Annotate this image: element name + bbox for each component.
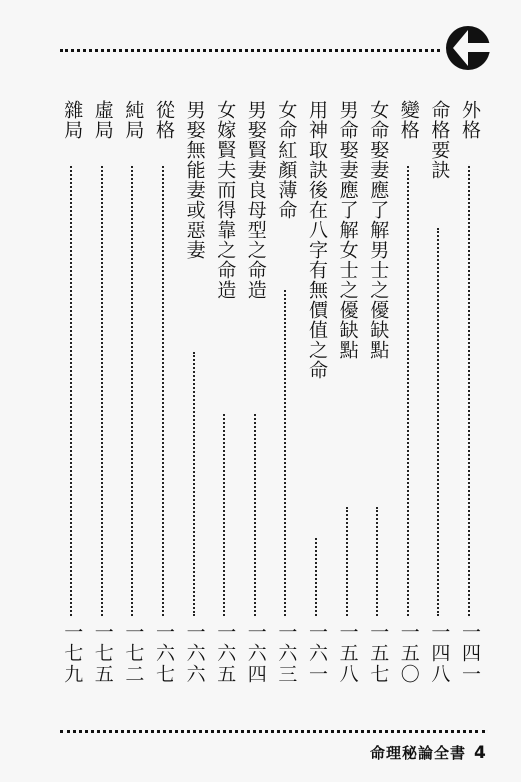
toc-entry xyxy=(455,100,485,700)
toc-entry-page: 一六一 xyxy=(306,622,328,685)
toc-dot-leader xyxy=(376,507,378,616)
toc-entry-title: 雜局 xyxy=(61,100,84,140)
toc-entry-page: 一七五 xyxy=(91,622,114,685)
toc-entry xyxy=(394,100,424,700)
table-of-contents xyxy=(55,100,485,700)
toc-entry-title: 男命娶妻應了解女士之優缺點 xyxy=(336,100,359,360)
toc-dot-leader xyxy=(193,352,195,616)
toc-entry-title: 男娶賢妻良母型之命造 xyxy=(244,100,267,300)
toc-entry-title: 女嫁賢夫而得靠之命造 xyxy=(214,100,237,300)
toc-dot-leader xyxy=(101,166,103,616)
toc-entry-page: 一七九 xyxy=(61,622,84,685)
toc-dot-leader xyxy=(346,507,348,616)
toc-dot-leader xyxy=(131,166,133,616)
toc-entry-title: 從格 xyxy=(153,100,175,140)
book-title: 命理秘論全書 xyxy=(370,744,467,762)
toc-dot-leader xyxy=(162,166,164,616)
toc-entry-page: 一六五 xyxy=(214,622,237,685)
publisher-logo-icon xyxy=(444,24,492,72)
toc-entry xyxy=(149,100,179,700)
toc-entry-title: 命格要訣 xyxy=(428,100,451,180)
toc-entry-title: 女命娶妻應了解男士之優缺點 xyxy=(367,100,390,360)
toc-entry xyxy=(363,100,393,700)
toc-entry-page: 一六七 xyxy=(153,622,175,685)
toc-entry-page: 一四一 xyxy=(459,622,481,685)
toc-entry xyxy=(210,100,240,700)
toc-entry xyxy=(118,100,148,700)
toc-entry xyxy=(302,100,332,700)
page-number: 4 xyxy=(474,743,487,763)
toc-entry xyxy=(333,100,363,700)
toc-dot-leader xyxy=(284,290,286,616)
toc-dot-leader xyxy=(70,166,72,616)
toc-dot-leader xyxy=(437,228,439,616)
toc-dot-leader xyxy=(223,414,225,616)
toc-dot-leader xyxy=(315,538,317,616)
top-dotted-rule xyxy=(60,49,440,52)
toc-entry-title: 外格 xyxy=(459,100,481,140)
toc-entry-page: 一六四 xyxy=(244,622,267,685)
toc-entry-title: 純局 xyxy=(122,100,145,140)
toc-dot-leader xyxy=(407,166,409,616)
toc-entry-title: 變格 xyxy=(397,100,420,140)
toc-entry xyxy=(241,100,271,700)
toc-entry-title: 男娶無能妻或惡妻 xyxy=(183,100,206,260)
toc-entry-page: 一四八 xyxy=(428,622,451,685)
toc-entry-page: 一五〇 xyxy=(397,622,420,685)
page-footer xyxy=(370,742,487,763)
toc-entry xyxy=(88,100,118,700)
toc-entry xyxy=(424,100,454,700)
toc-entry-title: 用神取訣後在八字有無價值之命 xyxy=(306,100,328,380)
toc-dot-leader xyxy=(468,166,470,616)
toc-entry-page: 一六三 xyxy=(275,622,298,685)
toc-dot-leader xyxy=(254,414,256,616)
toc-entry xyxy=(271,100,301,700)
bottom-dotted-rule xyxy=(60,730,485,733)
toc-entry xyxy=(57,100,87,700)
toc-entry-page: 一七二 xyxy=(122,622,145,685)
toc-entry xyxy=(180,100,210,700)
toc-entry-page: 一五七 xyxy=(367,622,390,685)
toc-entry-title: 虛局 xyxy=(91,100,114,140)
toc-entry-page: 一六六 xyxy=(183,622,206,685)
toc-entry-page: 一五八 xyxy=(336,622,359,685)
toc-entry-title: 女命紅顏薄命 xyxy=(275,100,298,220)
